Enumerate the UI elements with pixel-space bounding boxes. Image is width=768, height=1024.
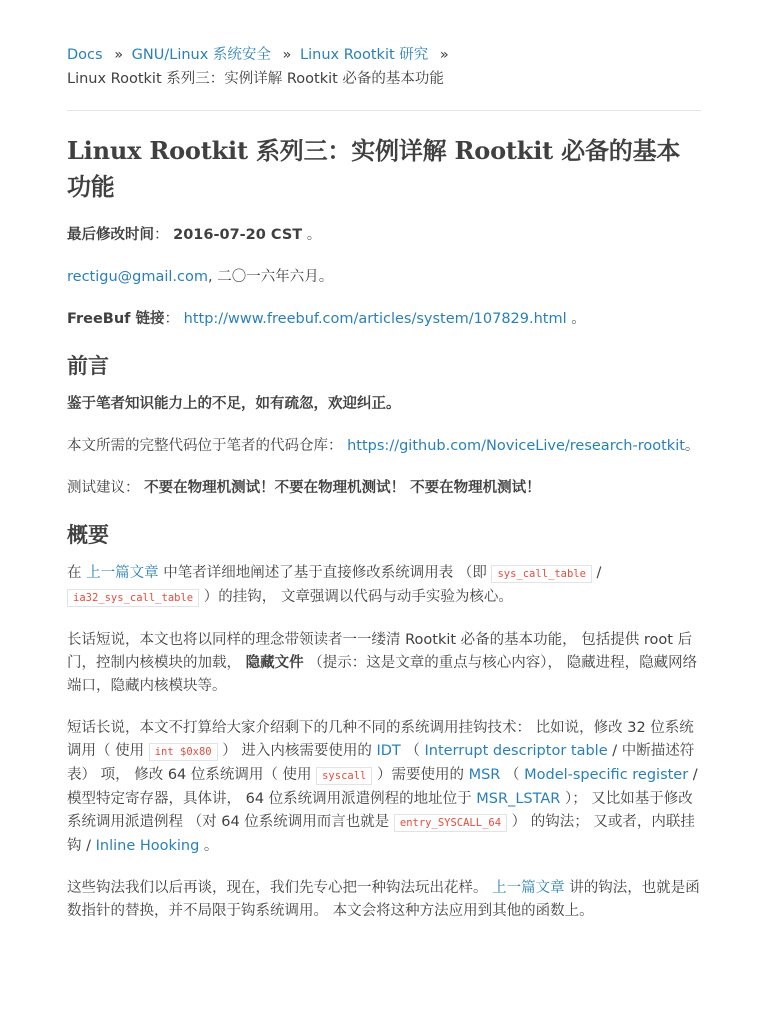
last-modified-colon: ： <box>154 227 169 243</box>
repo-link[interactable]: https://github.com/NoviceLive/research-rootkit <box>347 438 685 454</box>
preface-heading: 前言 <box>67 354 109 378</box>
text-span: （ <box>400 743 425 759</box>
text-span: / 模型特定寄存器，具体讲， 64 位系统调用派遣例程的地址位于 <box>67 767 698 807</box>
breadcrumb-separator: » <box>282 47 292 63</box>
text-span: ） 进入内核需要使用的 <box>217 743 377 759</box>
repo-paragraph <box>67 435 701 458</box>
disclaimer-text: 鉴于笔者知识能力上的不足，如有疏忽，欢迎纠正。 <box>67 396 401 412</box>
repo-end: 。 <box>684 438 700 454</box>
last-modified-label: 最后修改时间 <box>67 227 154 243</box>
overview-paragraph-1 <box>67 562 701 610</box>
breadcrumb-separator: » <box>114 47 124 63</box>
breadcrumb-separator: » <box>439 47 449 63</box>
text-span: （提示：这是文章的重点与核心内容）， 隐藏进程，隐藏网络端口，隐藏内核模块等。 <box>67 655 698 694</box>
inline-hooking-link[interactable]: Inline Hooking <box>95 838 200 854</box>
text-span: ） 的钩法； 又或者，内联挂钩 / <box>67 814 695 854</box>
code-syscall: syscall <box>316 767 372 785</box>
text-span: / 中断描述符表） 项， 修改 64 位系统调用（ 使用 <box>67 743 695 783</box>
msr-link[interactable]: MSR <box>468 767 501 783</box>
text-span: 讲的钩法，也就是函数指针的替换，并不局限于钩系统调用。 本文会将这种方法应用到其他的函数上。 <box>67 880 700 919</box>
author-email-link[interactable]: rectigu@gmail.com <box>67 269 208 285</box>
freebuf-link[interactable]: http://www.freebuf.com/articles/system/107829.html <box>183 311 567 327</box>
code-ia32-sys-call-table: ia32_sys_call_table <box>67 589 199 607</box>
author-line <box>67 266 701 289</box>
page-title: Linux Rootkit 系列三：实例详解 Rootkit 必备的基本功能 <box>67 136 681 201</box>
code-sys-call-table: sys_call_table <box>491 565 592 583</box>
text-span: 这些钩法我们以后再谈，现在，我们先专心把一种钩法玩出花样。 <box>67 880 493 896</box>
breadcrumb-gnu-linux-link[interactable]: GNU/Linux 系统安全 <box>131 47 271 63</box>
last-modified-value: 2016-07-20 CST <box>173 227 303 243</box>
freebuf-label: FreeBuf 链接 <box>67 311 165 327</box>
text-span: 长话短说，本文也将以同样的理念带领读者一一缕清 Rootkit 必备的基本功能， 包括提供 root 后门，控制内核模块的加载， <box>67 632 693 671</box>
freebuf-line <box>67 308 701 331</box>
model-specific-register-link[interactable]: Model-specific register <box>524 767 689 783</box>
previous-article-link-2[interactable]: 上一篇文章 <box>492 880 565 896</box>
code-entry-syscall-64: entry_SYSCALL_64 <box>394 814 507 832</box>
overview-paragraph-4 <box>67 877 701 923</box>
hide-files-strong: 隐藏文件 <box>245 655 304 671</box>
previous-article-link[interactable]: 上一篇文章 <box>86 565 159 581</box>
text-span: ）； 又比如基于修改系统调用派遣例程 （对 64 位系统调用而言也就是 <box>67 791 693 830</box>
text-span: / <box>591 565 602 581</box>
breadcrumb <box>67 0 701 91</box>
test-advice-text: 不要在物理机测试！不要在物理机测试！ 不要在物理机测试！ <box>144 480 541 496</box>
code-int-0x80: int $0x80 <box>149 743 218 761</box>
overview-paragraph-3 <box>67 717 701 858</box>
text-span: （ <box>500 767 525 783</box>
text-span: 短话长说，本文不打算给大家介绍剩下的几种不同的系统调用挂钩技术： 比如说，修改 32 位系统调用（ 使用 <box>67 720 694 759</box>
text-span: ）需要使用的 <box>372 767 469 783</box>
last-modified <box>67 223 701 247</box>
msr-lstar-link[interactable]: MSR_LSTAR <box>476 791 561 807</box>
idt-link[interactable]: IDT <box>376 743 401 759</box>
text-span: 在 <box>67 565 87 581</box>
header-divider <box>67 110 701 111</box>
author-date: , 二〇一六年六月。 <box>208 269 334 285</box>
overview-heading: 概要 <box>67 523 109 547</box>
freebuf-colon: ： <box>164 311 180 327</box>
freebuf-end: 。 <box>571 311 586 327</box>
text-span: 。 <box>199 838 219 854</box>
text-span: 中笔者详细地阐述了基于直接修改系统调用表 （即 <box>158 565 492 581</box>
test-advice <box>67 477 701 500</box>
interrupt-descriptor-table-link[interactable]: Interrupt descriptor table <box>424 743 608 759</box>
repo-text: 本文所需的完整代码位于笔者的代码仓库： <box>67 438 343 454</box>
breadcrumb-current: Linux Rootkit 系列三：实例详解 Rootkit 必备的基本功能 <box>67 71 444 87</box>
breadcrumb-rootkit-link[interactable]: Linux Rootkit 研究 <box>300 47 429 63</box>
breadcrumb-docs-link[interactable]: Docs <box>67 47 103 63</box>
test-advice-label: 测试建议： <box>67 480 140 496</box>
text-span: ）的挂钩， 文章强调以代码与动手实验为核心。 <box>199 589 513 605</box>
overview-paragraph-2 <box>67 629 701 698</box>
preface-disclaimer <box>67 393 701 416</box>
last-modified-end: 。 <box>306 227 322 243</box>
